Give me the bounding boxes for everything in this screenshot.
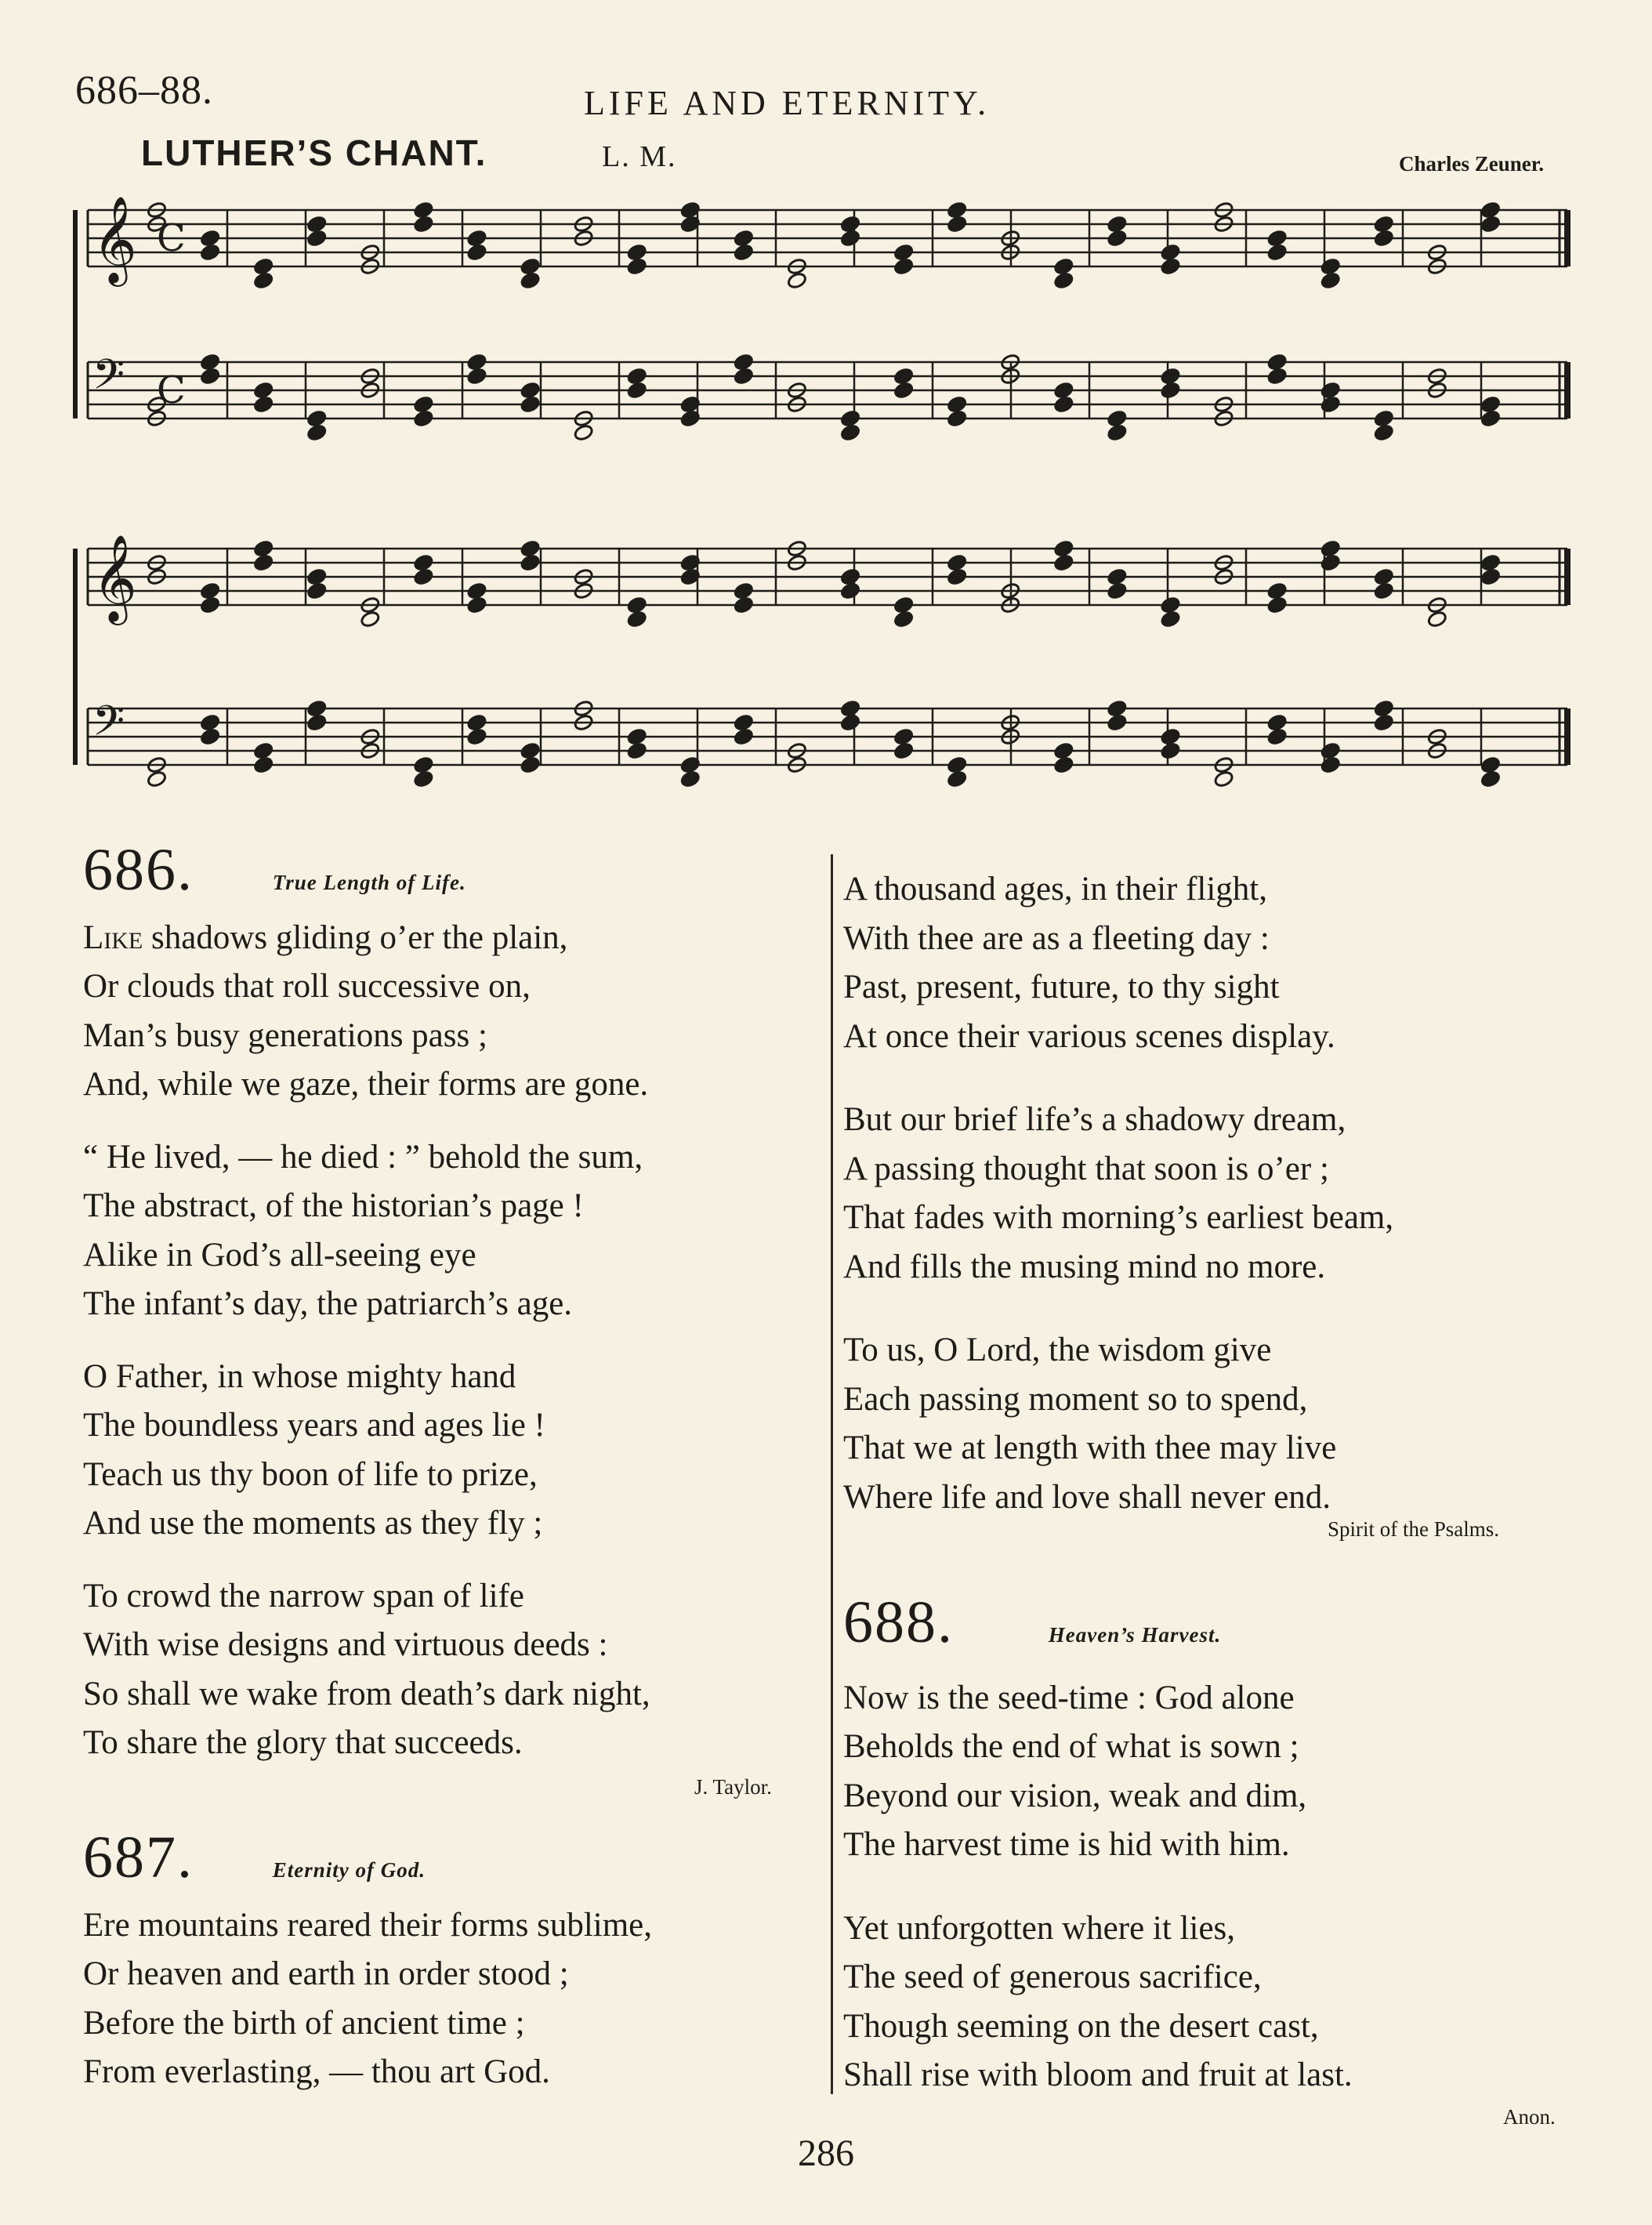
hymn-header <box>83 1826 652 1895</box>
note-head <box>1321 540 1341 558</box>
note-head <box>1480 396 1501 414</box>
verse-line: The seed of generous sacrifice, <box>843 1959 1262 1995</box>
note-head <box>1321 742 1341 760</box>
note-head <box>627 728 647 746</box>
verse-line: O Father, in whose mighty hand <box>83 1357 516 1395</box>
note-head <box>947 396 967 414</box>
note-head <box>1427 611 1447 629</box>
hymn-number: 687. <box>83 1825 194 1890</box>
time-signature-icon: C <box>157 368 186 412</box>
note-head <box>1266 596 1287 614</box>
note-head <box>1321 756 1341 774</box>
note-head <box>306 424 327 442</box>
note-head <box>1160 382 1180 400</box>
note-head <box>360 611 380 629</box>
music-score <box>0 0 1652 846</box>
note-head <box>413 216 433 234</box>
note-head <box>893 368 914 386</box>
stanza <box>843 1674 1353 1870</box>
stanza <box>843 1096 1393 1292</box>
note-head <box>840 700 860 718</box>
hymn-subtitle: Eternity of God. <box>272 1858 426 1882</box>
note-head <box>1053 272 1074 290</box>
tune-name: LUTHER’S CHANT. <box>141 132 487 173</box>
note-head <box>1374 700 1394 718</box>
hymn-author: Spirit of the Psalms. <box>1328 1517 1500 1541</box>
hymn-header <box>843 1591 1353 1660</box>
note-head <box>253 396 274 414</box>
note-head <box>466 230 487 248</box>
note-head <box>840 216 860 234</box>
verse-line: The abstract, of the historian’s page ! <box>83 1187 584 1224</box>
note-head <box>893 244 914 262</box>
note-head <box>627 382 647 400</box>
column-divider <box>831 854 833 2094</box>
note-head <box>1266 582 1287 600</box>
note-head <box>413 770 433 788</box>
verse-line: To us, O Lord, the wisdom give <box>843 1332 1272 1368</box>
note-head <box>200 353 220 371</box>
note-head <box>893 728 914 746</box>
bass-clef-icon: 𝄢 <box>92 351 125 409</box>
note-head <box>734 714 754 732</box>
note-head <box>1374 424 1394 442</box>
note-head <box>840 230 860 248</box>
note-head <box>253 272 274 290</box>
hymn-author: J. Taylor. <box>694 1775 772 1799</box>
note-head <box>466 728 487 746</box>
note-head <box>253 258 274 276</box>
note-head <box>734 353 754 371</box>
note-head <box>1374 216 1394 234</box>
verse-line: Yet unforgotten where it lies, <box>843 1909 1236 1947</box>
note-head <box>1266 244 1287 262</box>
verse-line: That fades with morning’s earliest beam, <box>843 1199 1394 1236</box>
first-word: Like <box>83 919 143 956</box>
note-head <box>1321 382 1341 400</box>
note-head <box>253 742 274 760</box>
note-head <box>413 201 433 219</box>
hymn-number: 686. <box>83 837 194 903</box>
verse-line: Past, present, future, to thy sight <box>843 969 1280 1006</box>
note-head <box>1266 230 1287 248</box>
note-head <box>466 353 487 371</box>
note-head <box>627 368 647 386</box>
note-head <box>893 382 914 400</box>
hymn-686 <box>83 839 650 908</box>
note-head <box>200 714 220 732</box>
note-head <box>1160 728 1180 746</box>
verse-line: Or heaven and earth in order stood ; <box>83 1955 569 1992</box>
note-head <box>520 742 540 760</box>
note-head <box>200 368 220 386</box>
note-head <box>840 582 860 600</box>
note-head <box>1053 554 1074 572</box>
stanza <box>83 1901 652 2097</box>
note-head <box>680 770 701 788</box>
note-head <box>1053 258 1074 276</box>
verse-line: A thousand ages, in their flight, <box>843 871 1268 908</box>
note-head <box>466 596 487 614</box>
section-title: LIFE AND ETERNITY. <box>584 84 991 122</box>
verse-line: So shall we wake from death’s dark night, <box>83 1675 650 1712</box>
verse-line: And fills the musing mind no more. <box>843 1248 1326 1285</box>
note-head <box>893 596 914 614</box>
page-number-range: 686–88. <box>75 68 213 113</box>
note-head <box>1321 258 1341 276</box>
note-head <box>840 568 860 586</box>
note-head <box>1107 424 1127 442</box>
note-head <box>1266 353 1287 371</box>
verse-line: Though seeming on the desert cast, <box>843 2007 1319 2045</box>
note-head <box>200 728 220 746</box>
verse-line: Man’s busy generations pass ; <box>83 1016 487 1054</box>
verse-line: The harvest time is hid with him. <box>843 1826 1290 1863</box>
hymn-number: 688. <box>843 1589 954 1655</box>
note-head <box>413 396 433 414</box>
note-head <box>466 582 487 600</box>
note-head <box>413 410 433 428</box>
verse-line: Shall rise with bloom and fruit at last. <box>843 2056 1353 2093</box>
note-head <box>253 382 274 400</box>
note-head <box>200 582 220 600</box>
note-head <box>893 611 914 629</box>
stanza <box>843 865 1393 1061</box>
verse-line: With thee are as a fleeting day : <box>843 919 1270 957</box>
note-head <box>734 728 754 746</box>
hymn-subtitle: Heaven’s Harvest. <box>1048 1623 1222 1647</box>
hymn-author: Anon. <box>1503 2105 1556 2129</box>
note-head <box>253 554 274 572</box>
note-head <box>787 272 807 290</box>
verse-line: Or clouds that roll successive on, <box>83 968 531 1005</box>
verse-line: Ere mountains reared their forms sublime, <box>83 1906 653 1944</box>
verse-line: Beholds the end of what is sown ; <box>843 1728 1299 1765</box>
verse-line: To share the glory that succeeds. <box>83 1724 523 1761</box>
note-head <box>1266 368 1287 386</box>
stanza <box>843 1904 1353 2100</box>
note-head <box>1266 728 1287 746</box>
verse-line: That we at length with thee may live <box>843 1430 1337 1466</box>
note-head <box>520 554 540 572</box>
note-head <box>413 554 433 572</box>
note-head <box>253 756 274 774</box>
note-head <box>1160 258 1180 276</box>
note-head <box>1160 368 1180 386</box>
note-head <box>1374 582 1394 600</box>
left-column <box>83 839 650 1768</box>
note-head <box>520 258 540 276</box>
note-head <box>734 596 754 614</box>
verse-line: From everlasting, — thou art God. <box>83 2053 550 2090</box>
note-head <box>520 396 540 414</box>
note-head <box>947 756 967 774</box>
note-head <box>306 410 327 428</box>
verse-line: Before the birth of ancient time ; <box>83 2004 525 2042</box>
note-head <box>413 568 433 586</box>
verse-line: Beyond our vision, weak and dim, <box>843 1777 1307 1814</box>
note-head <box>1480 554 1501 572</box>
note-head <box>1053 382 1074 400</box>
hymn-688 <box>843 1591 1353 2100</box>
verse-line: A passing thought that soon is o’er ; <box>843 1150 1329 1187</box>
stanza <box>83 1353 650 1549</box>
note-head <box>840 410 860 428</box>
note-head <box>1374 230 1394 248</box>
verse-line: Now is the seed-time : God alone <box>843 1679 1295 1716</box>
note-head <box>306 582 327 600</box>
note-head <box>413 756 433 774</box>
note-head <box>520 540 540 558</box>
note-head <box>1107 568 1127 586</box>
note-head <box>947 554 967 572</box>
note-head <box>734 582 754 600</box>
note-head <box>1374 714 1394 732</box>
note-head <box>306 216 327 234</box>
note-head <box>1107 410 1127 428</box>
note-head <box>1160 596 1180 614</box>
note-head <box>734 368 754 386</box>
note-head <box>1374 568 1394 586</box>
note-head <box>627 258 647 276</box>
note-head <box>520 382 540 400</box>
note-head <box>147 770 167 788</box>
verse-line: At once their various scenes display. <box>843 1017 1335 1055</box>
note-head <box>627 244 647 262</box>
note-head <box>1053 540 1074 558</box>
note-head <box>306 700 327 718</box>
note-head <box>573 424 593 442</box>
verse-line: Alike in God’s all-seeing eye <box>83 1236 476 1274</box>
stanza <box>83 1572 650 1768</box>
note-head <box>466 714 487 732</box>
note-head <box>1053 396 1074 414</box>
note-head <box>520 272 540 290</box>
note-head <box>306 568 327 586</box>
note-head <box>840 714 860 732</box>
note-head <box>1107 230 1127 248</box>
note-head <box>1321 554 1341 572</box>
note-head <box>1266 714 1287 732</box>
note-head <box>947 216 967 234</box>
note-head <box>466 368 487 386</box>
stanza <box>83 914 650 1110</box>
note-head <box>947 201 967 219</box>
note-head <box>200 244 220 262</box>
note-head <box>627 742 647 760</box>
note-head <box>1107 582 1127 600</box>
verse-line: With wise designs and virtuous deeds : <box>83 1626 608 1663</box>
note-head <box>627 611 647 629</box>
meter: L. M. <box>602 140 677 173</box>
note-head <box>1160 742 1180 760</box>
verse-line: And use the moments as they fly ; <box>83 1505 543 1542</box>
stanza <box>843 1326 1393 1522</box>
stanza <box>83 1133 650 1329</box>
hymn-687 <box>83 1826 652 2097</box>
note-head <box>1160 244 1180 262</box>
note-head <box>1480 201 1501 219</box>
verse-line: Like shadows gliding o’er the plain, <box>83 919 568 956</box>
note-head <box>947 410 967 428</box>
note-head <box>1321 272 1341 290</box>
note-head <box>893 742 914 760</box>
verse-line: The infant’s day, the patriarch’s age. <box>83 1285 573 1322</box>
note-head <box>1480 770 1501 788</box>
note-head <box>1480 756 1501 774</box>
verse-line: But our brief life’s a shadowy dream, <box>843 1101 1346 1138</box>
right-column <box>843 865 1393 1522</box>
note-head <box>200 230 220 248</box>
page-number: 286 <box>798 2133 854 2174</box>
note-head <box>1480 410 1501 428</box>
verse-line: Where life and love shall never end. <box>843 1478 1331 1516</box>
note-head <box>306 230 327 248</box>
verse-line: Each passing moment so to spend, <box>843 1380 1308 1418</box>
note-head <box>520 756 540 774</box>
treble-clef-icon: 𝄞 <box>92 195 137 283</box>
hymn-subtitle: True Length of Life. <box>272 871 466 894</box>
note-head <box>1374 410 1394 428</box>
note-head <box>1107 216 1127 234</box>
note-head <box>1053 756 1074 774</box>
note-head <box>627 596 647 614</box>
note-head <box>200 596 220 614</box>
note-head <box>1480 568 1501 586</box>
note-head <box>253 540 274 558</box>
composer: Charles Zeuner. <box>1398 152 1544 176</box>
note-head <box>466 244 487 262</box>
note-head <box>947 770 967 788</box>
verse-line: “ He lived, — he died : ” behold the sum, <box>83 1138 643 1176</box>
note-head <box>893 258 914 276</box>
note-head <box>306 714 327 732</box>
note-head <box>1480 216 1501 234</box>
verse-line: Teach us thy boon of life to prize, <box>83 1455 538 1493</box>
note-head <box>1160 611 1180 629</box>
note-head <box>1107 700 1127 718</box>
verse-line: To crowd the narrow span of life <box>83 1577 524 1614</box>
note-head <box>840 424 860 442</box>
treble-clef-icon: 𝄞 <box>92 534 137 621</box>
note-head <box>734 230 754 248</box>
bass-clef-icon: 𝄢 <box>92 698 125 756</box>
note-head <box>1321 396 1341 414</box>
note-head <box>1213 770 1234 788</box>
verse-line: The boundless years and ages lie ! <box>83 1407 545 1444</box>
note-head <box>734 244 754 262</box>
note-head <box>1107 714 1127 732</box>
note-head <box>1053 742 1074 760</box>
time-signature-icon: C <box>157 216 186 260</box>
note-head <box>947 568 967 586</box>
verse-line: And, while we gaze, their forms are gone. <box>83 1066 649 1103</box>
